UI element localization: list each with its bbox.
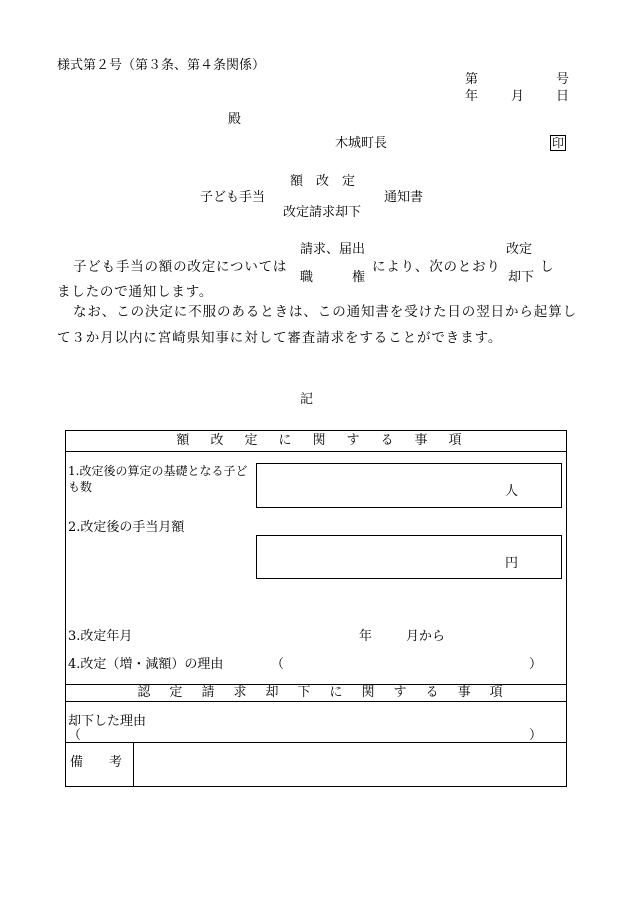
seal-mark [550, 136, 566, 152]
section1-header-char: 項 [448, 433, 462, 448]
title-option-bottom: 改定請求却下 [283, 205, 362, 220]
section2-header-char: 認 [137, 685, 151, 700]
title-suffix: 通知書 [384, 190, 424, 205]
section2-header-char: 下 [297, 685, 311, 700]
remarks-label: 備 考 [70, 755, 123, 770]
section2-header-char: 請 [201, 685, 215, 700]
section2-header-char: る [425, 685, 439, 700]
section1-header-divider [66, 451, 566, 452]
ki-marker: 記 [300, 392, 314, 407]
body-paragraph-2 [57, 299, 579, 351]
body-p1-part-b: により、次のとおり [372, 259, 501, 275]
rejection-reason-label: 却下した理由 [68, 714, 147, 729]
body-option1-bottom: 職 権 [300, 270, 366, 285]
doc-number-go: 号 [556, 72, 570, 87]
body-option2-top: 改定 [506, 242, 533, 257]
date-year: 年 [465, 89, 479, 104]
section1-header-char: に [278, 433, 292, 448]
item3-year: 年 [359, 629, 373, 644]
section2-header-divider [66, 701, 566, 702]
section2-header-char: 却 [265, 685, 279, 700]
item4-label: 4.改定（増・減額）の理由 [68, 657, 224, 672]
item3-label: 3.改定年月 [68, 629, 133, 644]
item4-paren-open: （ [271, 657, 285, 672]
body-p2-text: なお、この決定に不服のあるときは、この通知書を受けた日の翌日から起算して３か月以内に宮崎県知事に対して審査請求をすることができます。 [57, 304, 577, 346]
section1-header-char: す [346, 433, 360, 448]
item2-label: 2.改定後の手当月額 [68, 520, 185, 535]
section2-header-char: 事 [457, 685, 471, 700]
item1-input-box[interactable] [256, 463, 562, 508]
remarks-input-area[interactable] [134, 743, 566, 786]
body-p1-line2: ましたので通知します。 [57, 284, 214, 300]
addressee-honorific: 殿 [228, 112, 242, 127]
item4-paren-close: ） [529, 657, 543, 672]
title-prefix: 子ども手当 [200, 190, 266, 205]
section2-header-char: 項 [489, 685, 503, 700]
rejection-paren-close: ） [529, 728, 543, 743]
body-p1-part-c: し [540, 259, 554, 275]
section1-header-char: 関 [312, 433, 326, 448]
body-option2-bottom: 却下 [508, 270, 535, 285]
date-day: 日 [556, 89, 570, 104]
seal-text: 印 [552, 136, 565, 150]
section1-header-char: 定 [244, 433, 258, 448]
section1-header-char: 改 [210, 433, 224, 448]
section2-header [66, 685, 566, 701]
issuer-name: 木城町長 [335, 136, 388, 151]
item2-input-box[interactable] [256, 535, 562, 579]
item1-unit: 人 [505, 484, 519, 499]
section1-header-char: 事 [414, 433, 428, 448]
rejection-paren-open: （ [68, 728, 82, 743]
section2-header-char: 定 [169, 685, 183, 700]
item1-label: 1.改定後の算定の基礎となる子ども数 [68, 464, 248, 494]
section1-header [66, 433, 566, 449]
section1-header-char: る [380, 433, 394, 448]
notice-table [65, 430, 567, 787]
section2-header-char: 求 [233, 685, 247, 700]
body-option1-top: 請求、届出 [300, 242, 366, 257]
item3-month-from: 月から [406, 629, 446, 644]
form-reference: 様式第２号（第３条、第４条関係） [57, 58, 266, 73]
section1-header-char: 額 [176, 433, 190, 448]
item2-unit: 円 [505, 556, 519, 571]
body-p1-part-a: 子ども手当の額の改定については [73, 259, 288, 275]
section2-header-char: に [329, 685, 343, 700]
doc-number-dai: 第 [465, 72, 479, 87]
title-option-top: 額 改 定 [290, 174, 356, 189]
date-month: 月 [511, 89, 525, 104]
section2-header-char: す [393, 685, 407, 700]
section2-header-char: 関 [361, 685, 375, 700]
